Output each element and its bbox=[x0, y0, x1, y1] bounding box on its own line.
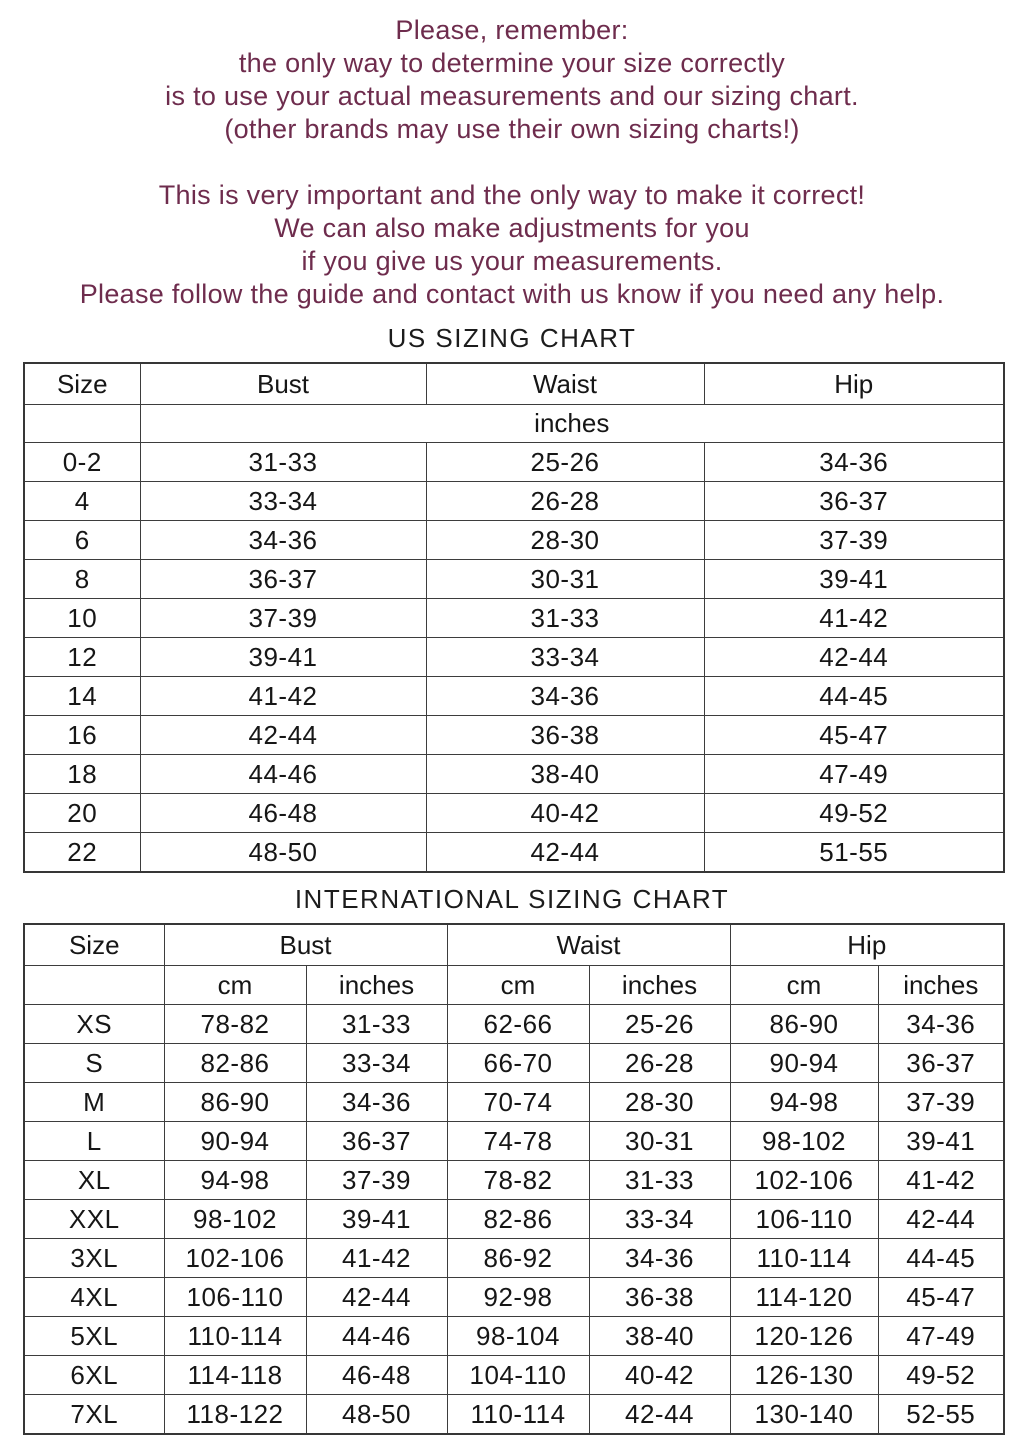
intro-line: We can also make adjustments for you bbox=[274, 213, 750, 243]
cell-waist-inches: 33-34 bbox=[589, 1200, 730, 1239]
header-cell-bust: Bust bbox=[164, 924, 447, 966]
table-row bbox=[24, 1083, 1004, 1122]
cell-bust: 37-39 bbox=[140, 599, 426, 638]
cell-hip-inches: 37-39 bbox=[878, 1083, 1004, 1122]
cell-waist-cm: 78-82 bbox=[447, 1161, 589, 1200]
table-row bbox=[24, 1161, 1004, 1200]
table-row bbox=[24, 1278, 1004, 1317]
empty-cell bbox=[24, 405, 140, 443]
cell-bust-inches: 39-41 bbox=[306, 1200, 447, 1239]
intro-line: is to use your actual measurements and our sizing chart. bbox=[165, 81, 859, 111]
cell-waist-inches: 42-44 bbox=[589, 1395, 730, 1435]
unit-cell-waist-cm: cm bbox=[447, 966, 589, 1005]
cell-size: 12 bbox=[24, 638, 140, 677]
cell-waist: 25-26 bbox=[426, 443, 704, 482]
cell-hip-cm: 86-90 bbox=[730, 1005, 878, 1044]
cell-waist-inches: 26-28 bbox=[589, 1044, 730, 1083]
cell-waist-cm: 74-78 bbox=[447, 1122, 589, 1161]
cell-bust-cm: 90-94 bbox=[164, 1122, 306, 1161]
cell-bust-inches: 42-44 bbox=[306, 1278, 447, 1317]
cell-bust: 41-42 bbox=[140, 677, 426, 716]
cell-bust-cm: 110-114 bbox=[164, 1317, 306, 1356]
cell-bust-inches: 41-42 bbox=[306, 1239, 447, 1278]
cell-bust-cm: 98-102 bbox=[164, 1200, 306, 1239]
cell-size: 4 bbox=[24, 482, 140, 521]
table-row bbox=[24, 638, 1004, 677]
cell-bust-cm: 82-86 bbox=[164, 1044, 306, 1083]
us-unit-row bbox=[24, 405, 1004, 443]
cell-size: 14 bbox=[24, 677, 140, 716]
cell-hip-inches: 41-42 bbox=[878, 1161, 1004, 1200]
table-row bbox=[24, 443, 1004, 482]
cell-waist-inches: 38-40 bbox=[589, 1317, 730, 1356]
table-row bbox=[24, 599, 1004, 638]
cell-bust: 39-41 bbox=[140, 638, 426, 677]
cell-size: 10 bbox=[24, 599, 140, 638]
cell-bust-inches: 33-34 bbox=[306, 1044, 447, 1083]
unit-cell-inches: inches bbox=[140, 405, 1004, 443]
cell-hip-cm: 98-102 bbox=[730, 1122, 878, 1161]
header-cell-size: Size bbox=[24, 363, 140, 405]
unit-cell-hip-cm: cm bbox=[730, 966, 878, 1005]
cell-hip-inches: 52-55 bbox=[878, 1395, 1004, 1435]
cell-size: 20 bbox=[24, 794, 140, 833]
cell-waist-inches: 30-31 bbox=[589, 1122, 730, 1161]
cell-waist-cm: 70-74 bbox=[447, 1083, 589, 1122]
international-sizing-table bbox=[23, 923, 1005, 1435]
empty-cell bbox=[24, 966, 164, 1005]
cell-hip-cm: 90-94 bbox=[730, 1044, 878, 1083]
header-cell-hip: Hip bbox=[730, 924, 1004, 966]
cell-hip: 44-45 bbox=[704, 677, 1004, 716]
header-cell-hip: Hip bbox=[704, 363, 1004, 405]
cell-waist-inches: 34-36 bbox=[589, 1239, 730, 1278]
cell-size: 5XL bbox=[24, 1317, 164, 1356]
cell-hip: 39-41 bbox=[704, 560, 1004, 599]
us-chart-title: US SIZING CHART bbox=[387, 323, 637, 353]
table-row bbox=[24, 1239, 1004, 1278]
header-cell-size: Size bbox=[24, 924, 164, 966]
cell-bust: 33-34 bbox=[140, 482, 426, 521]
unit-cell-waist-inches: inches bbox=[589, 966, 730, 1005]
cell-bust-inches: 34-36 bbox=[306, 1083, 447, 1122]
cell-hip: 51-55 bbox=[704, 833, 1004, 873]
table-row bbox=[24, 833, 1004, 873]
intro-line: if you give us your measurements. bbox=[301, 246, 723, 276]
intl-chart-title: INTERNATIONAL SIZING CHART bbox=[294, 884, 730, 914]
cell-bust-inches: 37-39 bbox=[306, 1161, 447, 1200]
cell-hip: 36-37 bbox=[704, 482, 1004, 521]
table-row bbox=[24, 1317, 1004, 1356]
table-row bbox=[24, 1044, 1004, 1083]
header-cell-waist: Waist bbox=[426, 363, 704, 405]
cell-hip-cm: 120-126 bbox=[730, 1317, 878, 1356]
cell-hip-cm: 114-120 bbox=[730, 1278, 878, 1317]
cell-waist-cm: 92-98 bbox=[447, 1278, 589, 1317]
cell-waist-cm: 104-110 bbox=[447, 1356, 589, 1395]
cell-waist-inches: 40-42 bbox=[589, 1356, 730, 1395]
intro-text bbox=[0, 14, 1024, 311]
cell-size: 4XL bbox=[24, 1278, 164, 1317]
table-row bbox=[24, 755, 1004, 794]
intro-line: Please follow the guide and contact with us know if you need any help. bbox=[79, 279, 945, 309]
intro-line: (other brands may use their own sizing charts!) bbox=[224, 114, 800, 144]
cell-waist-cm: 86-92 bbox=[447, 1239, 589, 1278]
cell-bust-cm: 106-110 bbox=[164, 1278, 306, 1317]
cell-hip: 34-36 bbox=[704, 443, 1004, 482]
cell-bust-inches: 46-48 bbox=[306, 1356, 447, 1395]
intl-header-row bbox=[24, 924, 1004, 966]
cell-waist: 40-42 bbox=[426, 794, 704, 833]
unit-cell-hip-inches: inches bbox=[878, 966, 1004, 1005]
cell-bust-inches: 31-33 bbox=[306, 1005, 447, 1044]
cell-bust-inches: 48-50 bbox=[306, 1395, 447, 1435]
cell-hip-cm: 106-110 bbox=[730, 1200, 878, 1239]
cell-hip: 49-52 bbox=[704, 794, 1004, 833]
cell-bust-cm: 94-98 bbox=[164, 1161, 306, 1200]
cell-waist: 26-28 bbox=[426, 482, 704, 521]
cell-hip: 45-47 bbox=[704, 716, 1004, 755]
cell-size: 6 bbox=[24, 521, 140, 560]
cell-hip: 37-39 bbox=[704, 521, 1004, 560]
cell-hip-inches: 39-41 bbox=[878, 1122, 1004, 1161]
cell-bust: 44-46 bbox=[140, 755, 426, 794]
us-sizing-table bbox=[23, 362, 1005, 873]
cell-waist: 38-40 bbox=[426, 755, 704, 794]
header-cell-waist: Waist bbox=[447, 924, 730, 966]
cell-size: M bbox=[24, 1083, 164, 1122]
table-row bbox=[24, 1356, 1004, 1395]
cell-size: 8 bbox=[24, 560, 140, 599]
cell-hip-inches: 49-52 bbox=[878, 1356, 1004, 1395]
table-row bbox=[24, 677, 1004, 716]
cell-waist: 36-38 bbox=[426, 716, 704, 755]
cell-hip-cm: 102-106 bbox=[730, 1161, 878, 1200]
cell-waist-cm: 98-104 bbox=[447, 1317, 589, 1356]
cell-hip-cm: 94-98 bbox=[730, 1083, 878, 1122]
cell-hip: 42-44 bbox=[704, 638, 1004, 677]
table-row bbox=[24, 1122, 1004, 1161]
cell-bust-inches: 44-46 bbox=[306, 1317, 447, 1356]
cell-size: S bbox=[24, 1044, 164, 1083]
cell-bust-cm: 102-106 bbox=[164, 1239, 306, 1278]
cell-waist-cm: 62-66 bbox=[447, 1005, 589, 1044]
cell-waist-cm: 66-70 bbox=[447, 1044, 589, 1083]
cell-hip-inches: 47-49 bbox=[878, 1317, 1004, 1356]
cell-waist: 28-30 bbox=[426, 521, 704, 560]
cell-size: 16 bbox=[24, 716, 140, 755]
table-row bbox=[24, 1200, 1004, 1239]
header-cell-bust: Bust bbox=[140, 363, 426, 405]
cell-bust-cm: 118-122 bbox=[164, 1395, 306, 1435]
cell-hip: 41-42 bbox=[704, 599, 1004, 638]
table-row bbox=[24, 482, 1004, 521]
cell-bust: 31-33 bbox=[140, 443, 426, 482]
cell-hip-inches: 34-36 bbox=[878, 1005, 1004, 1044]
cell-waist-inches: 25-26 bbox=[589, 1005, 730, 1044]
cell-size: 3XL bbox=[24, 1239, 164, 1278]
cell-hip-inches: 45-47 bbox=[878, 1278, 1004, 1317]
cell-waist: 33-34 bbox=[426, 638, 704, 677]
cell-hip-cm: 130-140 bbox=[730, 1395, 878, 1435]
intro-line: the only way to determine your size correctly bbox=[238, 48, 786, 78]
cell-hip-cm: 110-114 bbox=[730, 1239, 878, 1278]
cell-bust-inches: 36-37 bbox=[306, 1122, 447, 1161]
cell-waist-inches: 36-38 bbox=[589, 1278, 730, 1317]
cell-waist-inches: 28-30 bbox=[589, 1083, 730, 1122]
table-row bbox=[24, 521, 1004, 560]
cell-bust: 46-48 bbox=[140, 794, 426, 833]
cell-hip-inches: 36-37 bbox=[878, 1044, 1004, 1083]
table-row bbox=[24, 560, 1004, 599]
cell-size: 22 bbox=[24, 833, 140, 873]
cell-bust: 36-37 bbox=[140, 560, 426, 599]
cell-hip: 47-49 bbox=[704, 755, 1004, 794]
table-row bbox=[24, 1395, 1004, 1435]
cell-bust: 34-36 bbox=[140, 521, 426, 560]
cell-waist-cm: 82-86 bbox=[447, 1200, 589, 1239]
unit-cell-bust-cm: cm bbox=[164, 966, 306, 1005]
cell-size: XS bbox=[24, 1005, 164, 1044]
cell-hip-cm: 126-130 bbox=[730, 1356, 878, 1395]
intro-line: This is very important and the only way to make it correct! bbox=[158, 180, 866, 210]
cell-bust: 42-44 bbox=[140, 716, 426, 755]
cell-size: 7XL bbox=[24, 1395, 164, 1435]
cell-waist: 42-44 bbox=[426, 833, 704, 873]
cell-bust: 48-50 bbox=[140, 833, 426, 873]
cell-size: XXL bbox=[24, 1200, 164, 1239]
cell-hip-inches: 42-44 bbox=[878, 1200, 1004, 1239]
cell-waist-cm: 110-114 bbox=[447, 1395, 589, 1435]
table-row bbox=[24, 716, 1004, 755]
unit-cell-bust-inches: inches bbox=[306, 966, 447, 1005]
cell-bust-cm: 114-118 bbox=[164, 1356, 306, 1395]
cell-size: L bbox=[24, 1122, 164, 1161]
table-row bbox=[24, 1005, 1004, 1044]
intl-unit-row bbox=[24, 966, 1004, 1005]
cell-size: 0-2 bbox=[24, 443, 140, 482]
cell-bust-cm: 78-82 bbox=[164, 1005, 306, 1044]
cell-waist: 34-36 bbox=[426, 677, 704, 716]
cell-size: 6XL bbox=[24, 1356, 164, 1395]
cell-waist: 31-33 bbox=[426, 599, 704, 638]
intro-line: Please, remember: bbox=[395, 15, 629, 45]
cell-waist-inches: 31-33 bbox=[589, 1161, 730, 1200]
us-header-row bbox=[24, 363, 1004, 405]
cell-waist: 30-31 bbox=[426, 560, 704, 599]
cell-hip-inches: 44-45 bbox=[878, 1239, 1004, 1278]
cell-bust-cm: 86-90 bbox=[164, 1083, 306, 1122]
cell-size: 18 bbox=[24, 755, 140, 794]
table-row bbox=[24, 794, 1004, 833]
cell-size: XL bbox=[24, 1161, 164, 1200]
